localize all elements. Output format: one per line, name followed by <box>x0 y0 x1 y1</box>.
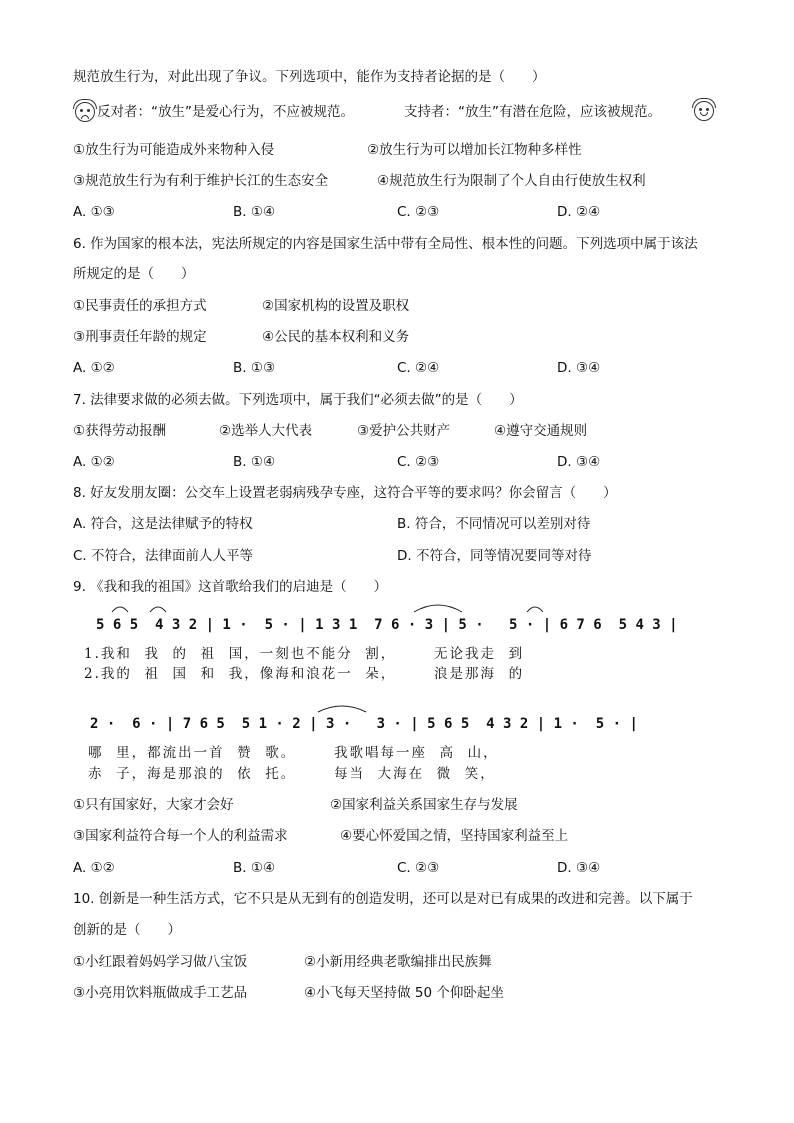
q8-option-d[interactable]: D. 不符合，同等情况要同等对待 <box>397 548 592 564</box>
score-notes-line2: 2 · 6 · | 7 6 5 5 1 · 2 | 3 · 3 · | 5 6 5 4 3 2 | 1 · 5 · | <box>90 716 638 732</box>
score-notes-line1: 5 6 5 4 3 2 | 1 · 5 · | 1 3 1 7 6 · 3 | 5 · 5 · | 6 7 6 5 4 3 | <box>96 617 678 633</box>
q5-item-3: ③规范放生行为有利于维护长江的生态安全 <box>73 173 329 189</box>
q9-option-c[interactable]: C. ②③ <box>397 860 440 876</box>
q9-item-2: ②国家利益关系国家生存与发展 <box>330 797 518 813</box>
q10-item-1: ①小红跟着妈妈学习做八宝饭 <box>73 954 248 970</box>
q5-item-2: ②放生行为可以增加长江物种多样性 <box>367 142 582 158</box>
score-lyrics-line1-verse1: 1.我和 我 的 祖 国，一刻也不能分 割， 无论我走 到 <box>84 646 525 662</box>
q9-option-a[interactable]: A. ①② <box>73 860 115 876</box>
q7-item-3: ③爱护公共财产 <box>357 423 451 439</box>
q6-option-a[interactable]: A. ①② <box>73 360 115 376</box>
q8-option-a[interactable]: A. 符合，这是法律赋予的特权 <box>73 516 253 532</box>
q6-item-4: ④公民的基本权利和义务 <box>262 329 410 345</box>
score-lyrics-line1-verse2: 2.我的 祖 国 和 我，像海和浪花一 朵， 浪是那海 的 <box>84 666 525 682</box>
q8-stem: 8. 好友发朋友圈：公交车上设置老弱病残孕专座，这符合平等的要求吗？你会留言（ ） <box>73 485 617 501</box>
score-lyrics-line2-verse2: 赤 子，海是那浪的 依 托。 每当 大海在 微 笑， <box>88 766 496 782</box>
q5-item-4: ④规范放生行为限制了个人自由行使放生权利 <box>377 173 646 189</box>
q7-option-b[interactable]: B. ①④ <box>233 454 276 470</box>
q5-opponent: 反对者：“放生”是爱心行为，不应被规范。 <box>97 104 354 120</box>
q9-stem: 9. 《我和我的祖国》这首歌给我们的启迪是（ ） <box>73 579 388 595</box>
q5-stem: 规范放生行为，对此出现了争议。下列选项中，能作为支持者论据的是（ ） <box>73 69 546 85</box>
q6-option-b[interactable]: B. ①③ <box>233 360 276 376</box>
q5-item-1: ①放生行为可能造成外来物种入侵 <box>73 142 275 158</box>
q6-stem-line2: 所规定的是（ ） <box>73 266 195 282</box>
q7-item-4: ④遵守交通规则 <box>494 423 588 439</box>
q7-stem: 7. 法律要求做的必须去做。下列选项中，属于我们“必须去做”的是（ ） <box>73 392 523 408</box>
q6-option-d[interactable]: D. ③④ <box>557 360 601 376</box>
q10-item-2: ②小新用经典老歌编排出民族舞 <box>304 954 492 970</box>
q10-item-3: ③小亮用饮料瓶做成手工艺品 <box>73 985 248 1001</box>
q7-item-2: ②选举人大代表 <box>219 423 313 439</box>
q7-option-c[interactable]: C. ②③ <box>397 454 440 470</box>
q6-stem-line1: 6. 作为国家的根本法，宪法所规定的内容是国家生活中带有全局性、根本性的问题。下列选项中属于该法 <box>73 236 698 252</box>
q6-item-2: ②国家机构的设置及职权 <box>262 298 410 314</box>
q6-item-1: ①民事责任的承担方式 <box>73 298 207 314</box>
q7-item-1: ①获得劳动报酬 <box>73 423 167 439</box>
q10-item-4: ④小飞每天坚持做 50 个仰卧起坐 <box>304 985 504 1001</box>
q9-item-3: ③国家利益符合每一个人的利益需求 <box>73 828 288 844</box>
q5-option-c[interactable]: C. ②③ <box>397 204 440 220</box>
q10-stem-line1: 10. 创新是一种生活方式，它不只是从无到有的创造发明，还可以是对已有成果的改进和完善。以下属于 <box>73 891 693 907</box>
q6-option-c[interactable]: C. ②④ <box>397 360 440 376</box>
q9-option-b[interactable]: B. ①④ <box>233 860 276 876</box>
q9-item-1: ①只有国家好，大家才会好 <box>73 797 234 813</box>
q7-option-d[interactable]: D. ③④ <box>557 454 601 470</box>
q7-option-a[interactable]: A. ①② <box>73 454 115 470</box>
q9-item-4: ④要心怀爱国之情，坚持国家利益至上 <box>340 828 569 844</box>
q8-option-c[interactable]: C. 不符合，法律面前人人平等 <box>73 548 254 564</box>
q9-option-d[interactable]: D. ③④ <box>557 860 601 876</box>
q5-option-a[interactable]: A. ①③ <box>73 204 115 220</box>
q6-item-3: ③刑事责任年龄的规定 <box>73 329 207 345</box>
q5-option-d[interactable]: D. ②④ <box>557 204 601 220</box>
q8-option-b[interactable]: B. 符合，不同情况可以差别对待 <box>397 516 591 532</box>
q5-supporter: 支持者：“放生”有潜在危险，应该被规范。 <box>404 104 661 120</box>
q10-stem-line2: 创新的是（ ） <box>73 922 181 938</box>
q5-option-b[interactable]: B. ①④ <box>233 204 276 220</box>
score-lyrics-line2-verse1: 哪 里，都流出一首 赞 歌。 我歌唱每一座 高 山， <box>88 745 499 761</box>
